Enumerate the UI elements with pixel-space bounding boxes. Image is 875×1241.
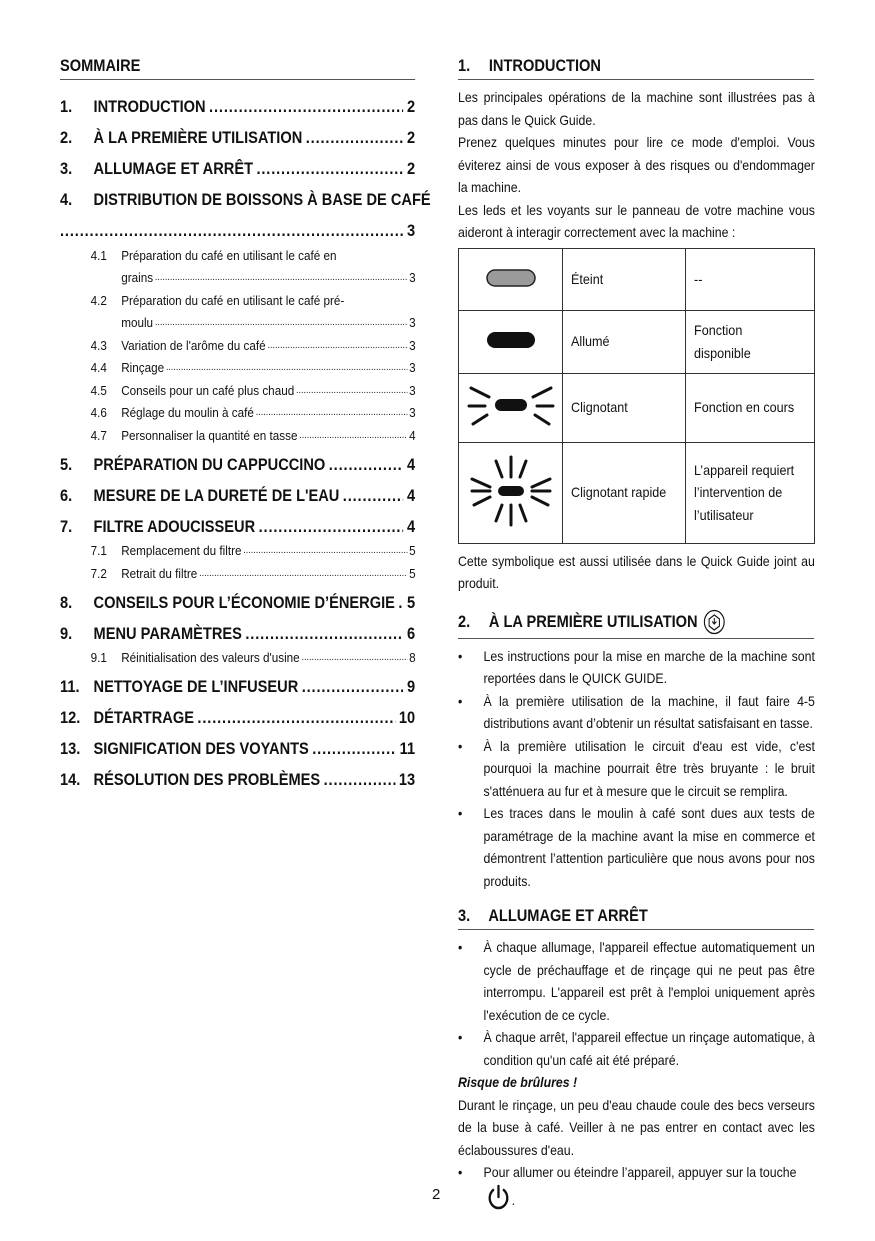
toc-entry[interactable]: 11. NETTOYAGE DE L’INFUSEUR ..... 9 [60,666,415,697]
toc-entry-continuation[interactable]: ..... 3 [60,210,415,241]
toc-subentry-continuation[interactable]: moulu ..... 3 [60,309,416,332]
first-use-heading: 2. À LA PREMIÈRE UTILISATION [458,609,814,639]
page-number: 2 [432,1186,441,1203]
toc-entry[interactable]: 6. MESURE DE LA DURETÉ DE L'EAU ..... 4 [60,475,415,506]
toc-entry[interactable]: 9. MENU PARAMÈTRES ..... 6 [60,613,415,644]
led-blinking-icon [459,373,563,442]
content-column [458,56,815,1218]
table-row [459,248,815,310]
toc-entry[interactable]: 5. PRÉPARATION DU CAPPUCCINO ..... 4 [60,444,415,475]
intro-paragraph: Les leds et les voyants sur le panneau de votre machine vous aideront à interagir correctement avec la machine : [458,201,815,240]
toc-subentry[interactable]: 4.6 Réglage du moulin à café ..... 3 [60,399,416,422]
list-item: • Les instructions pour la mise en marche de la machine sont reportées dans le QUICK GUIDE. [458,645,815,690]
toc-subentry[interactable]: 4.2 Préparation du café en utilisant le café pré- [90,292,345,308]
onoff-heading: 3. ALLUMAGE ET ARRÊT [458,906,814,930]
table-row [459,373,815,442]
intro-paragraph: Prenez quelques minutes pour lire ce mode d'emploi. Vous éviterez ainsi de vous exposer à des risques ou d'endommager la machine. [458,134,815,195]
toc-subentry[interactable]: 7.2 Retrait du filtre ..... 5 [60,559,416,582]
toc-subentry[interactable]: 9.1 Réinitialisation des valeurs d'usine ..... 8 [60,644,416,667]
intro-paragraph: Les principales opérations de la machine sont illustrées pas à pas dans le Quick Guide. [458,89,815,128]
led-fast-blinking-icon [459,442,563,543]
list-item: • À chaque allumage, l'appareil effectue automatiquement un cycle de préchauffage et de rinçage qui ne peut pas être interrompu. L'appareil est prêt à l'emploi uniquement après l'exécution de ce cycle. [458,936,815,1026]
onoff-list-2 [458,1161,815,1218]
toc-entry[interactable]: 13. SIGNIFICATION DES VOYANTS ..... 11 [60,728,415,759]
toc-title: SOMMAIRE [60,56,415,80]
onoff-list [458,936,815,1071]
toc-subentry[interactable]: 4.3 Variation de l'arôme du café ..... 3 [60,331,416,354]
first-use-list [458,645,815,893]
toc-subentry[interactable]: 4.5 Conseils pour un café plus chaud ..... 3 [60,376,416,399]
toc-entry[interactable]: 3. ALLUMAGE ET ARRÊT ..... 2 [60,148,415,179]
intro-note: Cette symbolique est aussi utilisée dans le Quick Guide joint au produit. [458,552,815,591]
list-item: • À chaque arrêt, l'appareil effectue un rinçage automatique, à condition qu'un café ait été préparé. [458,1026,815,1071]
led-meaning: -- [694,270,703,287]
led-on-icon [459,310,563,373]
introduction-heading: 1. INTRODUCTION [458,56,814,80]
led-legend-table [458,248,815,544]
list-item: • Les traces dans le moulin à café sont dues aux tests de paramétrage de la machine avant la mise en commerce et démontrent l’attention particulière que nous avons pour nos produits. [458,802,815,892]
toc-entry[interactable]: 12. DÉTARTRAGE ..... 10 [60,697,415,728]
toc-entry[interactable]: 14. RÉSOLUTION DES PROBLÈMES ..... 13 [60,759,415,790]
quick-guide-icon [703,609,725,635]
led-meaning: L’appareil requiert l’intervention de l’utilisateur [694,461,795,523]
toc-subentry[interactable]: 7.1 Remplacement du filtre ..... 5 [60,537,416,560]
toc-entry[interactable]: 8. CONSEILS POUR L’ÉCONOMIE D’ÉNERGIE ..... 5 [60,582,415,613]
toc-entry[interactable]: 4. DISTRIBUTION DE BOISSONS À BASE DE CAFÉ [60,190,431,209]
led-meaning: Fonction disponible [694,322,751,361]
burn-warning-text: Durant le rinçage, un peu d'eau chaude coule des becs verseurs de la buse à café. Veiller à ne pas entrer en contact avec les éclaboussures d'eau. [458,1096,815,1158]
burn-warning-title: Risque de brûlures ! [458,1074,578,1090]
table-row [459,442,815,543]
list-item: • À la première utilisation de la machine, il faut faire 4-5 distributions avant d’obtenir un résultat satisfaisant en tasse. [458,690,815,735]
led-off-icon [459,248,563,310]
toc-subentry[interactable]: 4.4 Rinçage ..... 3 [60,354,416,377]
toc-entry[interactable]: 2. À LA PREMIÈRE UTILISATION ..... 2 [60,117,415,148]
toc-subentry-continuation[interactable]: grains ..... 3 [60,264,416,287]
led-state-label: Éteint [571,270,604,287]
toc-subentry[interactable]: 4.7 Personnaliser la quantité en tasse ..... 4 [60,421,416,444]
table-of-contents [60,56,431,790]
table-row [459,310,815,373]
toc-entry[interactable]: 7. FILTRE ADOUCISSEUR ..... 4 [60,506,415,537]
led-state-label: Clignotant rapide [571,484,667,501]
led-meaning: Fonction en cours [694,399,795,416]
list-item: • Pour allumer ou éteindre l’appareil, appuyer sur la touche . [458,1161,815,1218]
led-state-label: Allumé [571,333,610,350]
toc-subentry[interactable]: 4.1 Préparation du café en utilisant le café en [90,247,337,263]
power-button-icon [485,1184,511,1219]
list-item: • À la première utilisation le circuit d'eau est vide, c'est pourquoi la machine pourrait être très bruyante : le bruit s'atténuera au fur et à mesure que le circuit se remplira. [458,735,815,803]
toc-entry[interactable]: 1. INTRODUCTION ..... 2 [60,86,415,117]
led-state-label: Clignotant [571,399,628,416]
